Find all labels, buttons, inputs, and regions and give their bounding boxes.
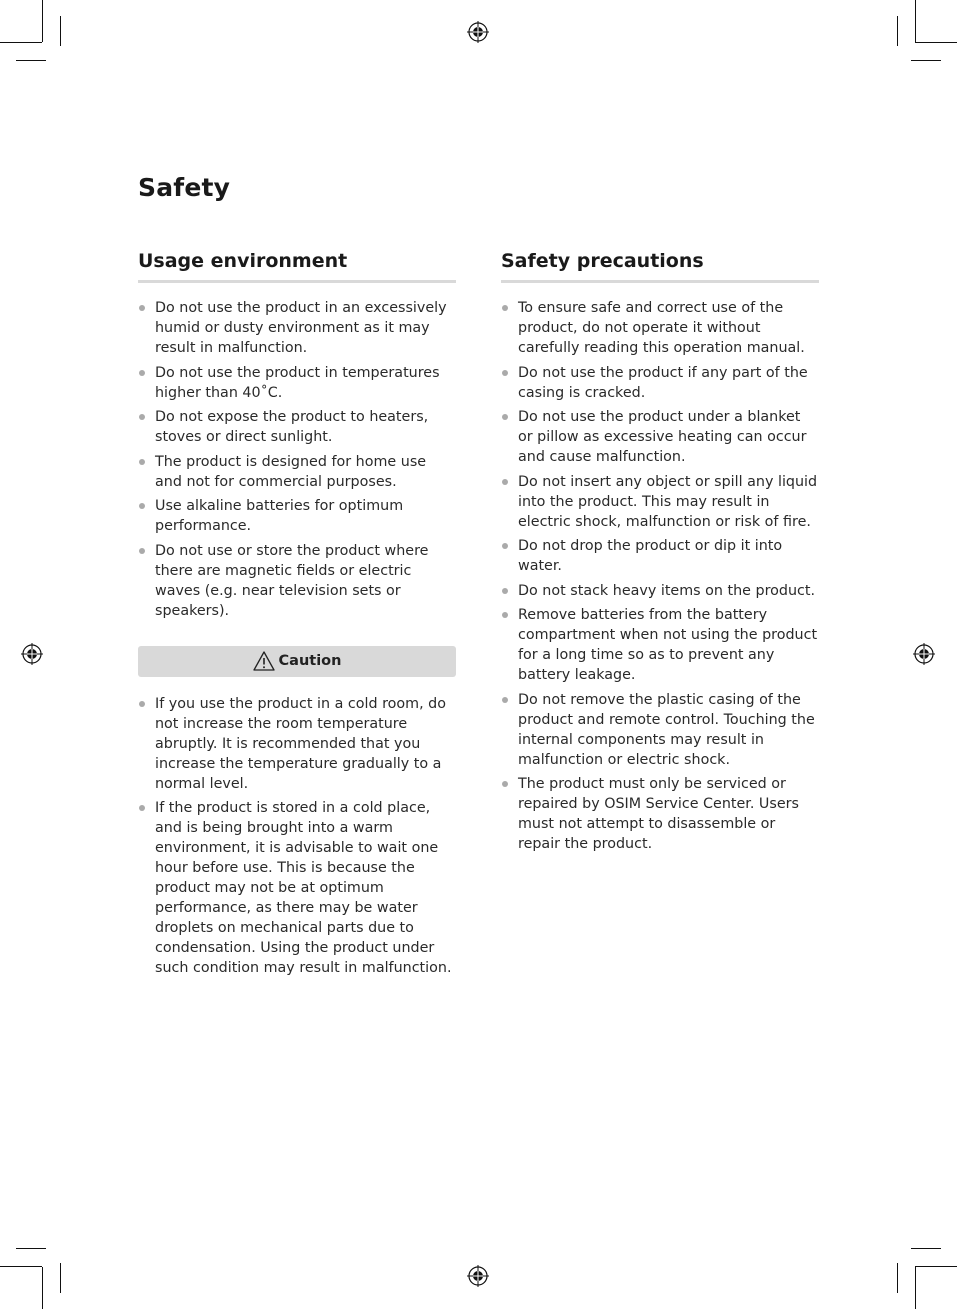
list-item bbox=[501, 363, 819, 403]
registration-mark-icon bbox=[21, 643, 43, 665]
bullet-icon bbox=[139, 414, 145, 420]
list-item bbox=[501, 298, 819, 358]
bullet-icon bbox=[139, 701, 145, 707]
list-item-text: If you use the product in a cold room, do not increase the room temperature abruptly. It is recommended that you increase the temperature gradually to a normal level. bbox=[155, 695, 446, 792]
bullet-icon bbox=[502, 588, 508, 594]
safety-precautions-list bbox=[501, 298, 819, 854]
usage-environment-list bbox=[138, 298, 456, 621]
list-item-text: To ensure safe and correct use of the product, do not operate it without carefully reading this operation manual. bbox=[518, 300, 805, 356]
list-item-text: Do not remove the plastic casing of the product and remote control. Touching the internal components may result in malfunction or electric shock. bbox=[518, 691, 815, 768]
crop-mark bbox=[915, 42, 957, 43]
crop-mark bbox=[60, 16, 61, 46]
crop-mark bbox=[42, 0, 43, 42]
crop-mark bbox=[16, 60, 46, 61]
list-item-text: Use alkaline batteries for optimum performance. bbox=[155, 498, 404, 534]
crop-mark bbox=[897, 16, 898, 46]
section-heading: Safety precautions bbox=[501, 248, 819, 283]
list-item bbox=[138, 694, 456, 794]
crop-mark bbox=[911, 60, 941, 61]
list-item-text: The product is designed for home use and not for commercial purposes. bbox=[155, 453, 427, 490]
caution-label: Caution bbox=[278, 653, 342, 669]
crop-mark bbox=[16, 1248, 46, 1249]
caution-list bbox=[138, 694, 456, 979]
bullet-icon bbox=[502, 479, 508, 485]
list-item bbox=[138, 298, 456, 358]
bullet-icon bbox=[139, 805, 145, 811]
bullet-icon bbox=[502, 370, 508, 376]
crop-mark bbox=[897, 1263, 898, 1293]
crop-mark bbox=[915, 1266, 957, 1267]
registration-mark-icon bbox=[913, 643, 935, 665]
crop-mark bbox=[0, 1266, 42, 1267]
list-item bbox=[138, 452, 456, 492]
list-item-text: If the product is stored in a cold place, and is being brought into a warm environment, it is advisable to wait one hour before use. This is because the product may not be at optimum performance, as there may be water droplets on mechanical parts due to condensation. Using the product under such condition may result in malfunction. bbox=[155, 800, 452, 976]
bullet-icon bbox=[139, 305, 145, 311]
list-item-text: Remove batteries from the battery compartment when not using the product for a long time so as to prevent any battery leakage. bbox=[518, 607, 818, 683]
bullet-icon bbox=[139, 370, 145, 376]
list-item-text: Do not use or store the product where there are magnetic fields or electric waves (e.g. near television sets or speakers). bbox=[155, 542, 429, 619]
bullet-icon bbox=[502, 612, 508, 618]
list-item bbox=[138, 798, 456, 978]
list-item bbox=[501, 536, 819, 576]
list-item-text: Do not expose the product to heaters, stoves or direct sunlight. bbox=[155, 409, 429, 445]
bullet-icon bbox=[502, 414, 508, 420]
crop-mark bbox=[911, 1248, 941, 1249]
list-item bbox=[501, 472, 819, 532]
bullet-icon bbox=[139, 459, 145, 465]
list-item bbox=[501, 605, 819, 685]
safety-precautions-section bbox=[501, 248, 819, 859]
warning-triangle-icon bbox=[253, 651, 275, 671]
list-item-text: Do not drop the product or dip it into water. bbox=[518, 538, 783, 574]
list-item-text: Do not use the product if any part of the casing is cracked. bbox=[518, 364, 808, 401]
usage-environment-section bbox=[138, 248, 456, 983]
section-heading: Usage environment bbox=[138, 248, 456, 283]
list-item bbox=[501, 774, 819, 854]
list-item bbox=[501, 581, 819, 601]
list-item-text: The product must only be serviced or repaired by OSIM Service Center. Users must not attempt to disassemble or repair the product. bbox=[518, 776, 799, 852]
list-item-text: Do not use the product in an excessively humid or dusty environment as it may result in malfunction. bbox=[155, 300, 447, 356]
page-title: Safety bbox=[138, 173, 231, 202]
list-item-text: Do not stack heavy items on the product. bbox=[518, 582, 816, 599]
caution-banner bbox=[138, 646, 456, 677]
crop-mark bbox=[60, 1263, 61, 1293]
bullet-icon bbox=[502, 305, 508, 311]
registration-mark-icon bbox=[467, 21, 489, 43]
list-item bbox=[501, 407, 819, 467]
bullet-icon bbox=[502, 781, 508, 787]
crop-mark bbox=[42, 1267, 43, 1309]
list-item-text: Do not insert any object or spill any liquid into the product. This may result in electric shock, malfunction or risk of fire. bbox=[518, 473, 818, 530]
bullet-icon bbox=[139, 548, 145, 554]
crop-mark bbox=[0, 42, 42, 43]
bullet-icon bbox=[139, 503, 145, 509]
list-item bbox=[138, 496, 456, 536]
list-item bbox=[138, 407, 456, 447]
list-item bbox=[138, 541, 456, 621]
list-item-text: Do not use the product in temperatures higher than 40˚C. bbox=[155, 364, 440, 401]
crop-mark bbox=[915, 1267, 916, 1309]
list-item bbox=[138, 363, 456, 403]
crop-mark bbox=[915, 0, 916, 42]
list-item bbox=[501, 690, 819, 770]
bullet-icon bbox=[502, 697, 508, 703]
registration-mark-icon bbox=[467, 1265, 489, 1287]
bullet-icon bbox=[502, 543, 508, 549]
list-item-text: Do not use the product under a blanket or pillow as excessive heating can occur and cause malfunction. bbox=[518, 409, 807, 465]
